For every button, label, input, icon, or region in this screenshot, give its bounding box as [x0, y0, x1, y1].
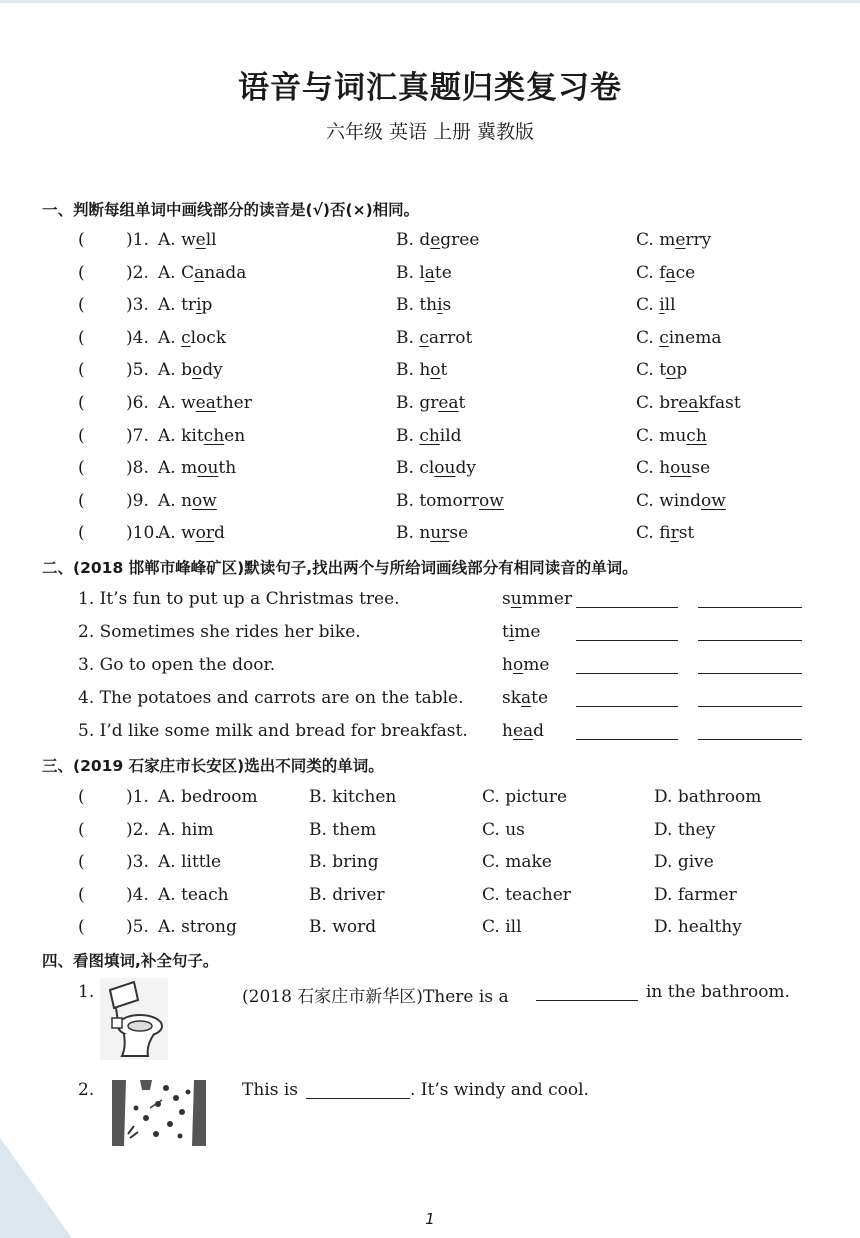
option-c: C. teacher	[482, 884, 571, 905]
option-c-underlined: ch	[686, 425, 707, 446]
given-word-post: me	[514, 622, 541, 642]
option-a-pre: m	[181, 458, 198, 479]
option-a: A. little	[158, 852, 222, 873]
answer-blank-2[interactable]	[698, 640, 802, 641]
answer-paren[interactable]: (	[78, 393, 85, 413]
option-b-underlined: e	[430, 230, 441, 250]
option-c-post: ll	[664, 295, 676, 316]
option-b-prefix: B.	[396, 425, 420, 446]
option-c	[636, 328, 721, 348]
answer-paren[interactable]: (	[78, 490, 85, 511]
option-a-post: lock	[190, 327, 227, 348]
option-b	[396, 491, 504, 511]
question-number: )5.	[126, 360, 149, 381]
answer-paren[interactable]: (	[78, 852, 85, 873]
answer-paren[interactable]: (	[78, 327, 85, 348]
option-c-underlined: ow	[701, 490, 726, 511]
option-b-pre: tomorr	[419, 490, 479, 511]
option-a-prefix: A.	[158, 327, 182, 348]
option-a-underlined: a	[194, 262, 205, 283]
option-b	[396, 393, 465, 413]
option-b-prefix: B.	[396, 393, 420, 413]
option-b	[396, 230, 479, 250]
option-b-post: s	[442, 295, 452, 316]
option-c-post: inema	[668, 327, 722, 348]
option-c-post: p	[676, 360, 688, 381]
section1-heading: 一、判断每组单词中画线部分的读音是(√)否(×)相同。	[42, 201, 420, 219]
option-b	[396, 360, 447, 380]
option-c-underlined: a	[665, 262, 676, 283]
given-word	[502, 688, 548, 708]
option-a-underlined: i	[196, 295, 202, 316]
question-number: )2.	[126, 819, 149, 840]
section2-heading: 二、(2018 邯郸市峰峰矿区)默读句子,找出两个与所给词画线部分有相同读音的单词。	[42, 559, 638, 577]
option-a-prefix: A.	[158, 230, 182, 250]
given-word-underlined: u	[510, 589, 522, 609]
option-c-post: st	[678, 523, 695, 544]
option-a-post: dy	[202, 360, 223, 381]
option-a-post: th	[218, 458, 237, 479]
option-c-post: se	[691, 458, 711, 479]
section4-heading: 四、看图填词,补全句子。	[42, 952, 219, 970]
option-b-prefix: B.	[396, 458, 420, 479]
answer-blank-1[interactable]	[576, 706, 678, 707]
sentence: 4. The potatoes and carrots are on the table.	[78, 688, 464, 708]
given-word-post: d	[533, 721, 545, 741]
option-d: D. bathroom	[654, 787, 762, 807]
option-c-prefix: C.	[636, 327, 660, 348]
option-c-prefix: C.	[636, 393, 660, 413]
option-b-post: se	[449, 523, 469, 544]
option-a-pre: n	[181, 490, 193, 511]
answer-paren[interactable]: (	[78, 360, 85, 381]
given-word-underlined: a	[521, 688, 532, 708]
option-a-underlined: ch	[203, 425, 225, 446]
option-a-underlined: o	[191, 360, 203, 381]
option-b-pre: h	[419, 360, 431, 381]
option-b: B. word	[309, 917, 377, 938]
option-b	[396, 328, 472, 348]
option-c-pre: h	[659, 458, 671, 479]
option-b-prefix: B.	[396, 230, 420, 250]
option-a-post: d	[214, 523, 225, 544]
option-b-prefix: B.	[396, 262, 420, 283]
q1-answer-blank[interactable]	[536, 1000, 638, 1001]
option-a-post: p	[201, 295, 213, 316]
option-b: B. kitchen	[309, 787, 397, 807]
option-a	[158, 295, 212, 315]
toilet-picture	[100, 978, 168, 1060]
option-a: A. teach	[158, 884, 229, 905]
option-c: C. make	[482, 852, 552, 873]
given-word-post: me	[523, 655, 550, 675]
option-c: C. us	[482, 819, 525, 840]
page-title: 语音与词汇真题归类复习卷	[238, 70, 622, 106]
sentence: 3. Go to open the door.	[78, 655, 276, 675]
option-b: B. bring	[309, 852, 379, 873]
option-b-underlined: ou	[434, 458, 456, 479]
option-c-underlined: i	[659, 295, 665, 316]
option-c-underlined: o	[666, 360, 677, 381]
answer-blank-2[interactable]	[698, 673, 802, 674]
option-a-pre: w	[181, 393, 196, 413]
given-word-pre: s	[502, 589, 511, 609]
option-c-underlined: ea	[678, 393, 699, 413]
option-b-pre: th	[419, 295, 438, 316]
option-a-pre: b	[181, 360, 192, 381]
option-b-post: gree	[440, 230, 480, 250]
option-c-prefix: C.	[636, 425, 660, 446]
answer-blank-2[interactable]	[698, 706, 802, 707]
option-a	[158, 426, 245, 446]
question-number: )1.	[126, 230, 149, 250]
option-c	[636, 458, 710, 478]
answer-paren[interactable]: (	[78, 458, 85, 479]
option-b	[396, 523, 468, 543]
question-number: )3.	[126, 852, 149, 873]
option-a-post: nada	[204, 262, 247, 283]
option-a-prefix: A.	[158, 262, 182, 283]
answer-paren[interactable]: (	[78, 884, 85, 905]
option-a-prefix: A.	[158, 295, 182, 316]
option-a	[158, 491, 217, 511]
given-word	[502, 721, 544, 741]
option-b: B. driver	[309, 884, 385, 905]
given-word-pre: t	[502, 622, 509, 642]
option-a-prefix: A.	[158, 393, 182, 413]
given-word-underlined: i	[508, 622, 515, 642]
question-number: )7.	[126, 425, 149, 446]
option-a-post: en	[224, 425, 246, 446]
option-b	[396, 263, 452, 283]
option-b-underlined: ow	[479, 490, 504, 511]
answer-blank-1[interactable]	[576, 607, 678, 608]
option-a	[158, 230, 217, 250]
option-b-prefix: B.	[396, 523, 420, 544]
answer-blank-1[interactable]	[576, 673, 678, 674]
option-c	[636, 263, 695, 283]
option-a-post: ther	[215, 393, 252, 413]
option-a-underlined: e	[195, 230, 206, 250]
option-c-prefix: C.	[636, 360, 660, 381]
option-b-prefix: B.	[396, 490, 420, 511]
option-d: D. they	[654, 819, 716, 840]
option-a-prefix: A.	[158, 523, 182, 544]
question-number: )2.	[126, 262, 149, 283]
option-a	[158, 263, 246, 283]
option-b-pre: l	[419, 262, 425, 283]
answer-paren[interactable]: (	[78, 819, 85, 840]
option-a	[158, 328, 226, 348]
q1-source: (2018 石家庄市新华区)	[242, 987, 423, 1007]
given-word	[502, 655, 549, 675]
option-c-prefix: C.	[636, 490, 660, 511]
top-border	[0, 0, 860, 3]
answer-paren[interactable]: (	[78, 295, 85, 316]
option-c-post: ce	[675, 262, 696, 283]
q2-number: 2.	[78, 1080, 95, 1100]
option-a-post: ll	[205, 230, 217, 250]
option-b-underlined: i	[437, 295, 443, 316]
option-c-pre: m	[659, 230, 676, 250]
option-c-underlined: c	[659, 327, 669, 348]
given-word-underlined: o	[512, 655, 524, 675]
given-word-pre: h	[502, 655, 513, 675]
option-c-pre: br	[659, 393, 679, 413]
option-c: C. picture	[482, 787, 568, 807]
option-d: D. healthy	[654, 917, 742, 938]
option-b	[396, 426, 462, 446]
option-a-underlined: c	[181, 327, 191, 348]
option-b	[396, 458, 476, 478]
option-b-post: dy	[455, 458, 476, 479]
q1-before: There is a	[422, 987, 509, 1007]
sentence: 1. It’s fun to put up a Christmas tree.	[78, 589, 400, 609]
option-b: B. them	[309, 819, 377, 840]
option-b-post: t	[458, 393, 466, 413]
option-c-underlined: ir	[670, 523, 679, 544]
option-c-pre: mu	[659, 425, 687, 446]
sentence: 2. Sometimes she rides her bike.	[78, 622, 361, 642]
option-b-pre: d	[419, 230, 431, 250]
option-c-prefix: C.	[636, 230, 660, 250]
option-a	[158, 523, 225, 543]
option-a: A. him	[158, 819, 214, 840]
option-b-pre: cl	[419, 458, 435, 479]
q1-number: 1.	[78, 982, 95, 1002]
option-a-prefix: A.	[158, 490, 182, 511]
option-c	[636, 491, 726, 511]
answer-paren[interactable]: (	[78, 262, 85, 283]
answer-paren[interactable]: (	[78, 425, 85, 446]
option-c	[636, 295, 676, 315]
option-d: D. farmer	[654, 884, 737, 905]
option-a-pre: kit	[181, 425, 204, 446]
option-c	[636, 230, 711, 250]
option-a-underlined: or	[195, 523, 215, 544]
given-word	[502, 622, 540, 642]
sentence: 5. I’d like some milk and bread for breakfast.	[78, 721, 468, 741]
option-a-underlined: ea	[195, 393, 216, 413]
option-a	[158, 458, 236, 478]
option-a	[158, 360, 223, 380]
option-b-post: t	[440, 360, 448, 381]
answer-paren[interactable]: (	[78, 523, 85, 544]
answer-paren[interactable]: (	[78, 230, 85, 250]
answer-paren[interactable]: (	[78, 917, 85, 938]
option-c-prefix: C.	[636, 523, 660, 544]
option-b-prefix: B.	[396, 295, 420, 316]
option-b-post: arrot	[428, 327, 473, 348]
q1-after: in the bathroom.	[646, 982, 790, 1002]
autumn-leaves-picture	[110, 1078, 208, 1146]
question-number: )10.	[126, 523, 160, 544]
option-c-pre: t	[659, 360, 667, 381]
option-b-prefix: B.	[396, 360, 420, 381]
option-b-underlined: ch	[419, 425, 440, 446]
option-a: A. bedroom	[158, 787, 258, 807]
option-a	[158, 393, 252, 413]
given-word-underlined: ea	[512, 721, 534, 741]
option-a-pre: tr	[181, 295, 197, 316]
question-number: )3.	[126, 295, 149, 316]
q1-text	[242, 982, 509, 1007]
option-b-underlined: c	[419, 327, 429, 348]
question-number: )5.	[126, 917, 149, 938]
answer-blank-2[interactable]	[698, 739, 802, 740]
option-c-pre: f	[659, 262, 666, 283]
option-a-prefix: A.	[158, 425, 182, 446]
option-a-pre: w	[181, 230, 196, 250]
option-a-prefix: A.	[158, 458, 182, 479]
option-c-post: rry	[685, 230, 712, 250]
answer-paren[interactable]: (	[78, 787, 85, 807]
option-a: A. strong	[158, 917, 237, 938]
q2-before: This is	[242, 1080, 299, 1100]
option-b-underlined: o	[430, 360, 441, 381]
option-c-underlined: e	[675, 230, 686, 250]
answer-blank-2[interactable]	[698, 607, 802, 608]
option-c	[636, 360, 687, 380]
question-number: )1.	[126, 787, 149, 807]
option-d: D. give	[654, 852, 714, 873]
option-b-pre: gr	[419, 393, 439, 413]
option-b-post: ild	[439, 425, 462, 446]
option-c-prefix: C.	[636, 458, 660, 479]
option-a-prefix: A.	[158, 360, 182, 381]
answer-blank-1[interactable]	[576, 640, 678, 641]
question-number: )6.	[126, 393, 149, 413]
option-a-underlined: ow	[192, 490, 217, 511]
question-number: )8.	[126, 458, 149, 479]
option-c-pre: f	[659, 523, 671, 544]
option-b-prefix: B.	[396, 327, 420, 348]
answer-blank-1[interactable]	[576, 739, 678, 740]
option-c	[636, 426, 707, 446]
q2-after: . It’s windy and cool.	[410, 1080, 589, 1100]
option-b-underlined: a	[424, 262, 435, 283]
option-b	[396, 295, 451, 315]
question-number: )4.	[126, 327, 149, 348]
given-word	[502, 589, 572, 609]
given-word-post: mmer	[521, 589, 573, 609]
given-word-pre: h	[502, 721, 513, 741]
option-c: C. ill	[482, 917, 522, 938]
q2-answer-blank[interactable]	[306, 1098, 410, 1099]
option-b-post: te	[434, 262, 452, 283]
option-a-pre: C	[181, 262, 195, 283]
section3-heading: 三、(2019 石家庄市长安区)选出不同类的单词。	[42, 757, 384, 775]
option-b-pre: n	[419, 523, 431, 544]
given-word-post: te	[531, 688, 549, 708]
option-a-pre: w	[181, 523, 196, 544]
page-number: 1	[425, 1210, 435, 1228]
page-subtitle: 六年级 英语 上册 冀教版	[325, 121, 535, 143]
option-b-underlined: ur	[430, 523, 450, 544]
option-c-prefix: C.	[636, 295, 660, 316]
option-c-post: kfast	[698, 393, 741, 413]
option-a-underlined: ou	[197, 458, 219, 479]
question-number: )9.	[126, 490, 149, 511]
option-c-underlined: ou	[670, 458, 692, 479]
option-c	[636, 523, 694, 543]
question-number: )4.	[126, 884, 149, 905]
option-c-prefix: C.	[636, 262, 660, 283]
option-c-pre: wind	[659, 490, 702, 511]
option-b-underlined: ea	[438, 393, 459, 413]
given-word-pre: sk	[502, 688, 522, 708]
option-c	[636, 393, 741, 413]
